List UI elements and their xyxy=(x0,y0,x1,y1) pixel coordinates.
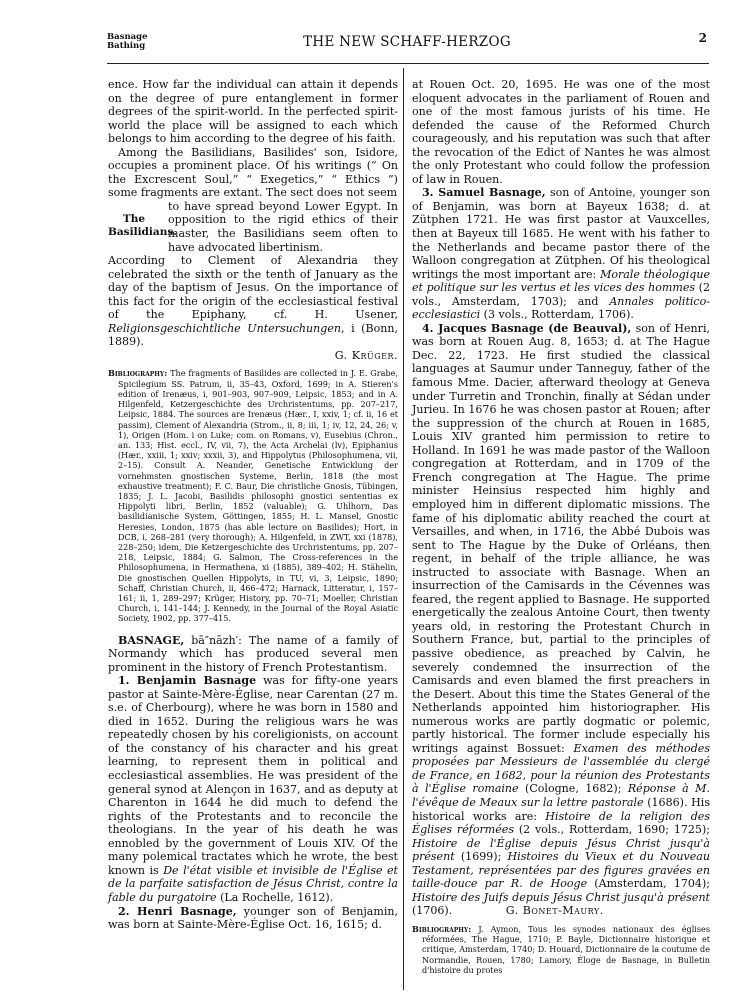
entry-headword: BASNAGE, xyxy=(118,633,185,647)
entry-item-3: 3. Samuel Basnage, son of Antoine, younger son of Benjamin, was born at Bayeux 1638; d. at Zütphen 1721. He was first pastor at Vauxcelles, then at Bayeux till 1685. He went with his father to the Netherlands and became pastor there of the Walloon congregation at Zütphen. Of his theological writings the most important are: Morale théologique et politique sur les vertus et les vices des hommes (2 vols., Amsterdam, 1703); and Annales politico-ecclesiastici (3 vols., Rotterdam, 1706). xyxy=(412,186,710,322)
author-signature: G. Krüger. xyxy=(334,348,398,362)
page-number: 2 xyxy=(698,31,707,45)
page-header xyxy=(107,33,707,63)
paragraph: Among the Basilidians, Basilides' son, Isidore, occupies a prominent place. Of his writings (“ On the Excrescent Soul,” “ Exegetics,” “ Ethics ”) some fragments are extant. The sect does not seem xyxy=(108,145,398,200)
entry-item-1: 1. Benjamin Basnage was for fifty-one years pastor at Sainte-Mère-Église, near Carentan (27 m. s.e. of Cherbourg), where he was born in 1580 and died in 1652. During the religious wars he was repeatedly chosen by his coreligionists, on account of the constancy of his character and his great learning, to represent them in political and ecclesiastical assemblies. He was president of the general synod at Alençon in 1637, and as deputy at Charenton in 1644 he did much to defend the rights of the Protestants and to reconcile the theologians. In the year of his death he was ennobled by the government of Louis XIV. Of the many polemical tractates which he wrote, the best known is De l'état visible et invisible de l'Église et de la parfaite satisfaction de Jésus Christ, contre la fable du purgatoire (La Rochelle, 1612). xyxy=(108,674,399,904)
author-signature: G. Bonet-Maury. xyxy=(505,904,604,918)
bibliography: Bibliography: J. Aymon, Tous les synodes nationaux des églises réformées, The Hague, 1710; P. Bayle, Dictionnaire historique et critique, Amsterdam, 1740; D. Houard, Dictionnaire de la coutume de Normandie, Rouen, 1780; Lamory, Éloge de Basnage, in Bulletin d'histoire du protes xyxy=(412,923,710,975)
side-note: The Basilidians. xyxy=(108,212,177,239)
right-column xyxy=(412,78,710,975)
left-column xyxy=(108,78,398,932)
column-divider xyxy=(403,68,404,990)
entry-intro: BASNAGE, bā″nāzh′: The name of a family of Normandy which has produced several men prominent in the history of French Protestantism. xyxy=(108,633,398,674)
publication-title: THE NEW SCHAFF-HERZOG xyxy=(303,34,511,50)
header-rule xyxy=(107,63,709,64)
paragraph: at Rouen Oct. 20, 1695. He was one of the most eloquent advocates in the parliament of Rouen and one of the most famous jurists of his time. He defended the cause of the Reformed Church courageously, and his reputation was such that after the revocation of the Edict of Nantes he was almost the only Protestant who could follow the profession of law in Rouen. xyxy=(412,78,710,186)
running-head-bottom: Bathing xyxy=(107,41,146,51)
paragraph: to have spread beyond Lower Egypt. In opposition to the rigid ethics of their master, the Basilidians seem often to have advocated libertinism. xyxy=(168,199,398,254)
bibliography: Bibliography: The fragments of Basilides are collected in J. E. Grabe, Spicilegium SS. Patrum, ii, 35–43, Oxford, 1699; in A. Stieren's edition of Irenæus, i, 901–903, 907–909, Leipsic, 1853; and in A. Hilgenfeld, Ketzergeschichte des Urchristentums, pp. 207–217, Leipsic, 1884. The sources are Irenæus (Hær., I, xxiv, 1; cf. ii, 16 et passim), Clement of Alexandria (Strom., ii, 8; iii, 1; iv, 12, 24, 26; v, 1), Origen (Hom. i on Luke; com. on Romans, v), Eusebius (Chron., an. 133; Hist. eccl., IV, vii, 7), the Acta Archelai (lv), Epiphanius (Hær., xxiii, 1; xxiv; xxxii, 3), and Hippolytus (Philosophumena, vii, 2–15). Consult A. Neander, Genetische Entwicklung der vornehmsten gnostischen Systeme, Berlin, 1818 (the most exhaustive treatment); F. C. Baur, Die christliche Gnosis, Tübingen, 1835; J. L. Jacobi, Basilidis philosophi gnostici sententias ex Hippolyti libri, Berlin, 1852 (valuable); G. Uhlhorn, Das basilidianische System, Göttingen, 1855; H. L. Mansel, Gnostic Heresies, London, 1875 (has able lecture on Basilides); Hort, in DCB, i, 268–281 (very thorough); A. Hilgenfeld, in ZWT, xxi (1878), 228–250; idem, Die Ketzergeschichte des Urchristentums, pp. 207–218, Leipsic, 1884; G. Salmon, The Cross-references in the Philosophumena, in Hermathena, xi (1885), 389–402; H. Stähelin, Die gnostischen Quellen Hippolyts, in TU, vi, 3, Leipsic, 1890; Schaff, Christian Church, ii, 466–472; Harnack, Litteratur, i, 157–161; ii, 1, 289–297; Krüger, History, pp. 70–71; Moeller, Christian Church, i, 141–144; J. Kennedy, in the Journal of the Royal Asiatic Society, 1902, pp. 377–415. xyxy=(108,368,398,624)
entry-item-4: 4. Jacques Basnage (de Beauval), son of Henri, was born at Rouen Aug. 8, 1653; d. at The Hague Dec. 22, 1723. He first studied the classical languages at Saumur under Tanneguy, father of the famous Mme. Dacier, afterward theology at Geneva under Turretin and Tronchin, finally at Sédan under Jurieu. In 1676 he was chosen pastor at Rouen; after the suppression of the church at Rouen in 1685, Louis XIV granted him permission to retire to Holland. In 1691 he was made pastor of the Walloon congregation at Rotterdam, and in 1709 of the French congregation at The Hague. The prime minister Heinsius respected him highly and employed him in different diplomatic missions. The fame of his diplomatic ability reached the court at Versailles, and when, in 1716, the Abbé Dubois was sent to The Hague by the Duke of Orléans, then regent, in behalf of the triple alliance, he was instructed to associate with Basnage. When an insurrection of the Camisards in the Cévennes was feared, the regent applied to Basnage. He supported energetically the zealous Antoine Court, then twenty years old, in restoring the Protestant Church in Southern France, but, partial to the principles of passive obedience, as preached by Calvin, he severely condemned the insurrection of the Camisards and even blamed the first preachers in the Desert. About this time the States General of the Netherlands appointed him historiographer. His numerous works are partly dogmatic or polemic, partly historical. The former include especially his writings against Bossuet: Examen des méthodes proposées par Messieurs de l'assemblée du clergé de France, en 1682, pour la réunion des Protestants à l'Église romaine (Cologne, 1682); Réponse à M. l'évêque de Meaux sur la lettre pastorale (1686). His historical works are: Histoire de la religion des Églises réformées (2 vols., Rotterdam, 1690; 1725); Histoire de l'Église depuis Jésus Christ jusqu'à présent (1699); Histoires du Vieux et du Nouveau Testament, représentées par des figures gravées en taille-douce par R. de Hooge (Amsterdam, 1704); Histoire des Juifs depuis Jésus Christ jusqu'à présent (1706). G. Bonet-Maury. xyxy=(412,321,711,918)
paragraph: According to Clement of Alexandria they celebrated the sixth or the tenth of January as the day of the baptism of Jesus. On the importance of this fact for the origin of the ecclesiastical festival of the Epiphany, cf. H. Usener, Religionsgeschichtliche Untersuchungen, i (Bonn, 1889). xyxy=(108,254,399,349)
entry-item-2: 2. Henri Basnage, younger son of Benjamin, was born at Sainte-Mère-Église Oct. 16, 1615; d. xyxy=(108,904,398,932)
side-note-block xyxy=(108,200,398,254)
running-head-top: Basnage xyxy=(107,32,148,42)
paragraph: ence. How far the individual can attain it depends on the degree of pure entanglement in former degrees of the spirit-world. In the perfected spirit-world the place will be assigned to each which belongs to him according to the degree of his faith. xyxy=(108,78,398,146)
